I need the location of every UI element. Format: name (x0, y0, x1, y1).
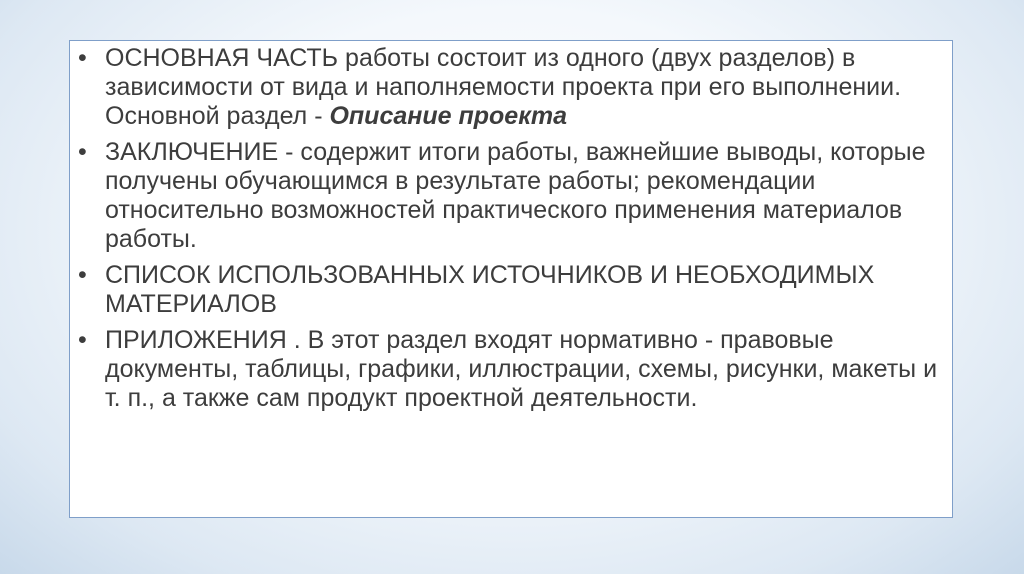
item-text: - содержит итоги работы, важнейшие выводы, которые получены обучающимся в результате работы; рекомендации относительно возможностей практического применения материалов работы. (105, 138, 926, 253)
list-item (78, 326, 938, 413)
list-item (78, 44, 938, 131)
item-heading: ПРИЛОЖЕНИЯ (105, 326, 287, 354)
item-emphasis: Описание проекта (329, 102, 568, 130)
bullet-icon: • (78, 326, 87, 354)
list-item (78, 261, 938, 319)
item-heading: СПИСОК ИСПОЛЬЗОВАННЫХ ИСТОЧНИКОВ И НЕОБХОДИМЫХ МАТЕРИАЛОВ (105, 261, 875, 318)
item-text: работы состоит из одного (двух разделов) в зависимости от вида и наполняемости проекта при его выполнении. Основной раздел - (105, 44, 902, 130)
bullet-list (78, 44, 938, 420)
bullet-icon: • (78, 44, 87, 72)
item-heading: ЗАКЛЮЧЕНИЕ (105, 138, 279, 166)
item-heading: ОСНОВНАЯ ЧАСТЬ (105, 44, 339, 72)
bullet-icon: • (78, 138, 87, 166)
content-frame (69, 40, 953, 518)
item-text: . В этот раздел входят нормативно - правовые документы, таблицы, графики, иллюстрации, схемы, рисунки, макеты и т. п., а также сам продукт проектной деятельности. (105, 326, 938, 412)
list-item (78, 138, 938, 254)
bullet-icon: • (78, 261, 87, 289)
